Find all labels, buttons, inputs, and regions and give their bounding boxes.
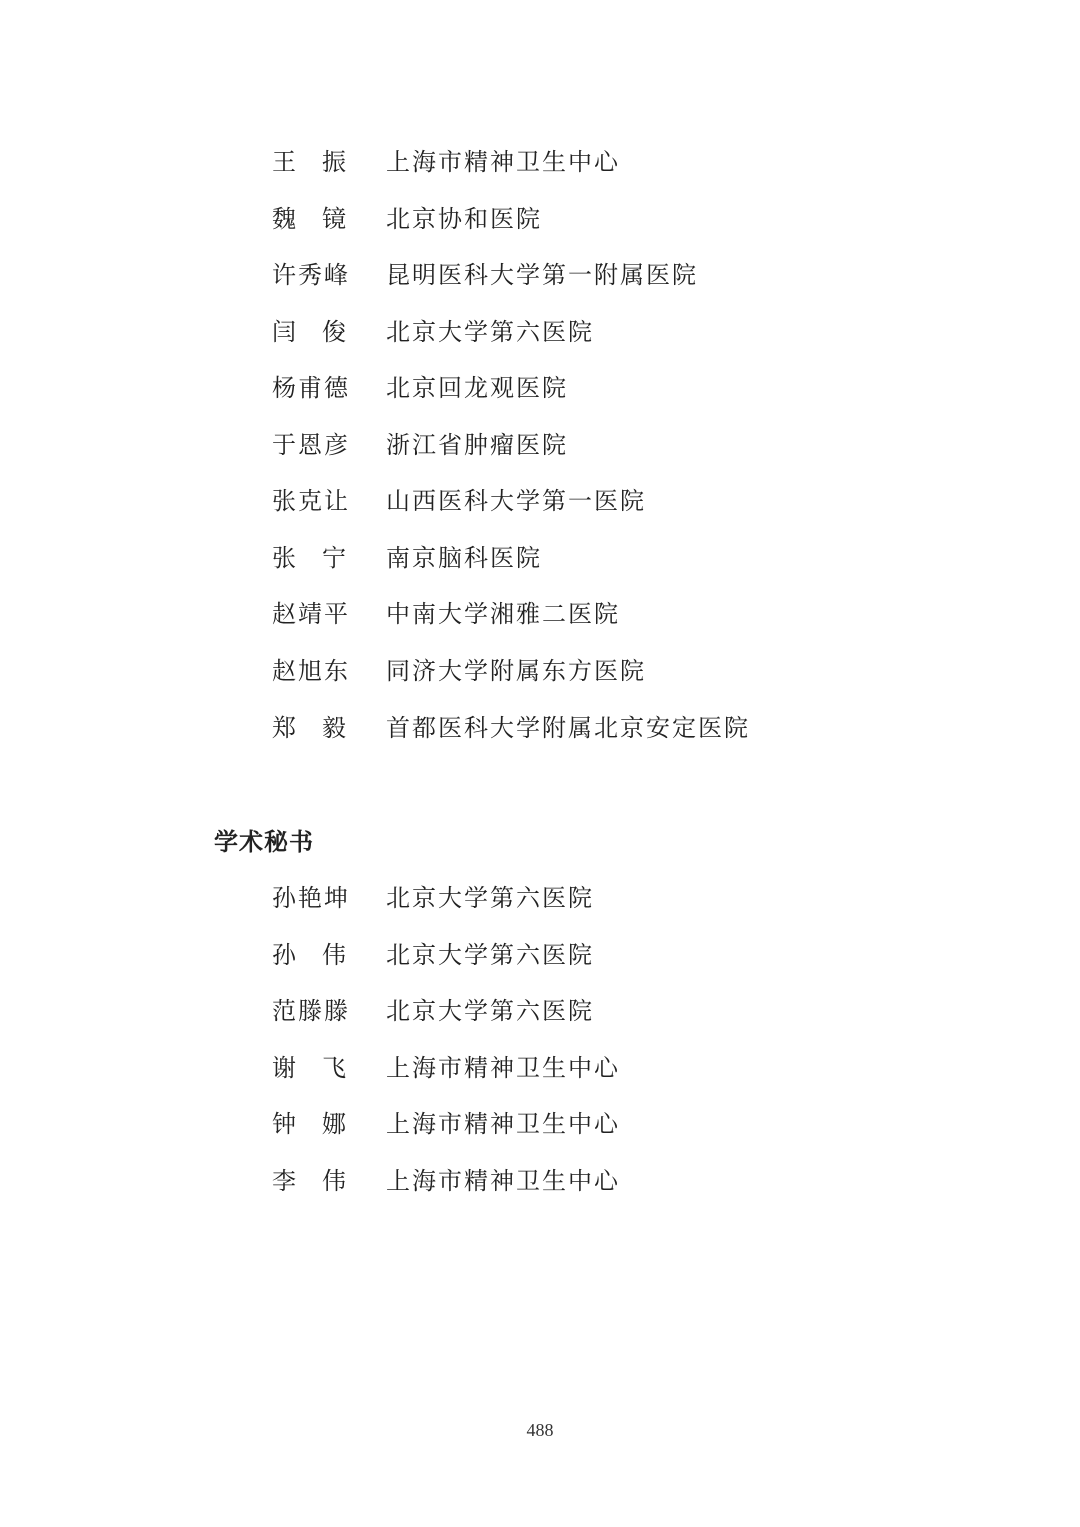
member-row (0, 425, 900, 465)
member-institution: 南京脑科医院 (386, 544, 542, 572)
member-row: 王 振 上海市精神卫生中心 (0, 142, 900, 182)
member-name: 许秀峰 (272, 261, 350, 289)
secretary-institution: 北京大学第六医院 (386, 997, 594, 1025)
member-institution: 北京大学第六医院 (386, 318, 594, 346)
member-row (0, 594, 900, 634)
member-institution: 山西医科大学第一医院 (386, 487, 646, 515)
member-row: 郑 毅 首都医科大学附属北京安定医院 (0, 708, 900, 748)
secretary-name: 孙艳坤 (272, 884, 350, 912)
member-name: 赵靖平 (272, 600, 350, 628)
member-institution: 北京协和医院 (386, 205, 542, 233)
secretary-row: 谢 飞 上海市精神卫生中心 (0, 1048, 900, 1088)
member-institution: 首都医科大学附属北京安定医院 (386, 714, 750, 742)
member-row: 魏 镜 北京协和医院 (0, 199, 900, 239)
member-row (0, 481, 900, 521)
member-institution: 浙江省肿瘤医院 (386, 431, 568, 459)
member-name: 于恩彦 (272, 431, 350, 459)
member-row (0, 651, 900, 691)
secretary-row (0, 878, 900, 918)
secretary-row: 李 伟 上海市精神卫生中心 (0, 1161, 900, 1201)
member-institution: 中南大学湘雅二医院 (386, 600, 620, 628)
member-row (0, 255, 900, 295)
secretary-institution: 上海市精神卫生中心 (386, 1054, 620, 1082)
secretary-institution: 北京大学第六医院 (386, 941, 594, 969)
secretary-institution: 上海市精神卫生中心 (386, 1167, 620, 1195)
secretary-institution: 上海市精神卫生中心 (386, 1110, 620, 1138)
member-institution: 北京回龙观医院 (386, 374, 568, 402)
page-number: 488 (526, 1420, 554, 1440)
secretary-institution: 北京大学第六医院 (386, 884, 594, 912)
secretary-row (0, 991, 900, 1031)
secretary-row: 孙 伟 北京大学第六医院 (0, 935, 900, 975)
member-name: 赵旭东 (272, 657, 350, 685)
secretary-row: 钟 娜 上海市精神卫生中心 (0, 1104, 900, 1144)
member-row: 闫 俊 北京大学第六医院 (0, 312, 900, 352)
member-institution: 上海市精神卫生中心 (386, 148, 620, 176)
member-institution: 昆明医科大学第一附属医院 (386, 261, 698, 289)
member-institution: 同济大学附属东方医院 (386, 657, 646, 685)
member-row: 张 宁 南京脑科医院 (0, 538, 900, 578)
secretary-name: 范滕滕 (272, 997, 350, 1025)
member-name: 张克让 (272, 487, 350, 515)
member-row (0, 368, 900, 408)
section-title-academic-secretary: 学术秘书 (214, 828, 314, 856)
member-name: 杨甫德 (272, 374, 350, 402)
